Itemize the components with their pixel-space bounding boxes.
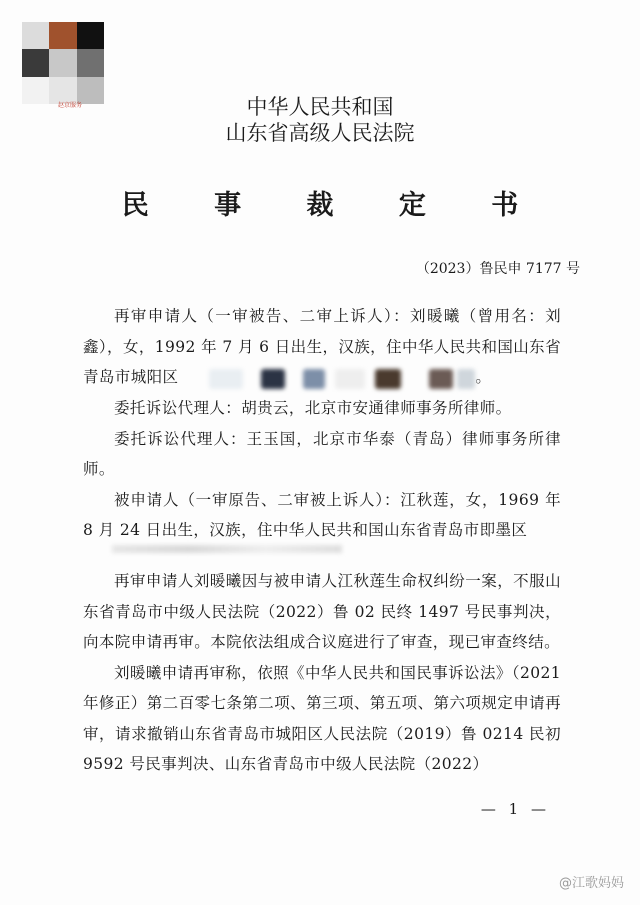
redaction-block bbox=[261, 369, 285, 389]
redaction-block bbox=[457, 369, 475, 389]
paragraph-agent-1: 委托诉讼代理人：胡贵云，北京市安通律师事务所律师。 bbox=[114, 399, 512, 418]
redaction-block bbox=[335, 369, 365, 389]
paragraph-case-summary: 再审申请人刘暖曦因与被申请人江秋莲生命权纠纷一案，不服山东省青岛市中级人民法院（2022）鲁 02 民终 1497 号民事判决，向本院申请再审。本院依法组成合议庭进行了审查，现已审查终结。 bbox=[83, 572, 561, 651]
mosaic-cell bbox=[49, 49, 76, 76]
stamp-caption: 赵京服务 bbox=[58, 102, 83, 109]
paragraph-agent-2: 委托诉讼代理人：王玉国，北京市华泰（青岛）律师事务所律师。 bbox=[83, 429, 561, 479]
watermark: @江歌妈妈 bbox=[558, 876, 624, 891]
applicant-text: 再审申请人（一审被告、二审上诉人）：刘暖曦（曾用名：刘鑫），女，1992 年 7 月 6 日出生，汉族，住中华人民共和国山东省青岛市城阳区 bbox=[83, 307, 561, 386]
mosaic-cell bbox=[49, 22, 76, 49]
redacted-respondent-address bbox=[112, 545, 342, 553]
paragraph-retrial-claim: 刘暖曦申请再审称，依照《中华人民共和国民事诉讼法》（2021 年修正）第二百零七条第二项、第三项、第五项、第六项规定申请再审，请求撤销山东省青岛市城阳区人民法院（2019）鲁 0214 民初 9592 号民事判决、山东省青岛市中级人民法院（2022） bbox=[83, 663, 561, 773]
page-number: — 1 — bbox=[480, 800, 550, 818]
redacted-address bbox=[178, 363, 475, 394]
redacted-stamp-mosaic bbox=[22, 22, 104, 104]
applicant-text-end: 。 bbox=[475, 368, 492, 386]
body-text bbox=[83, 301, 561, 546]
redaction-block bbox=[375, 369, 401, 389]
court-name-line-2: 山东省高级人民法院 bbox=[225, 121, 415, 145]
paragraph-respondent: 被申请人（一审原告、二审被上诉人）：江秋莲，女，1969 年 8 月 24 日出生，汉族，住中华人民共和国山东省青岛市即墨区 bbox=[83, 490, 561, 540]
document-title: 民 事 裁 定 书 bbox=[121, 190, 547, 221]
body-text-continued bbox=[83, 566, 561, 780]
mosaic-cell bbox=[22, 22, 49, 49]
case-number: （2023）鲁民申 7177 号 bbox=[415, 261, 580, 277]
mosaic-cell bbox=[77, 49, 104, 76]
redaction-block bbox=[209, 369, 243, 389]
mosaic-cell bbox=[22, 49, 49, 76]
court-name-line-1: 中华人民共和国 bbox=[246, 95, 394, 119]
mosaic-cell bbox=[77, 22, 104, 49]
paragraph-applicant bbox=[83, 301, 561, 393]
redaction-block bbox=[429, 369, 453, 389]
redaction-block bbox=[303, 369, 325, 389]
